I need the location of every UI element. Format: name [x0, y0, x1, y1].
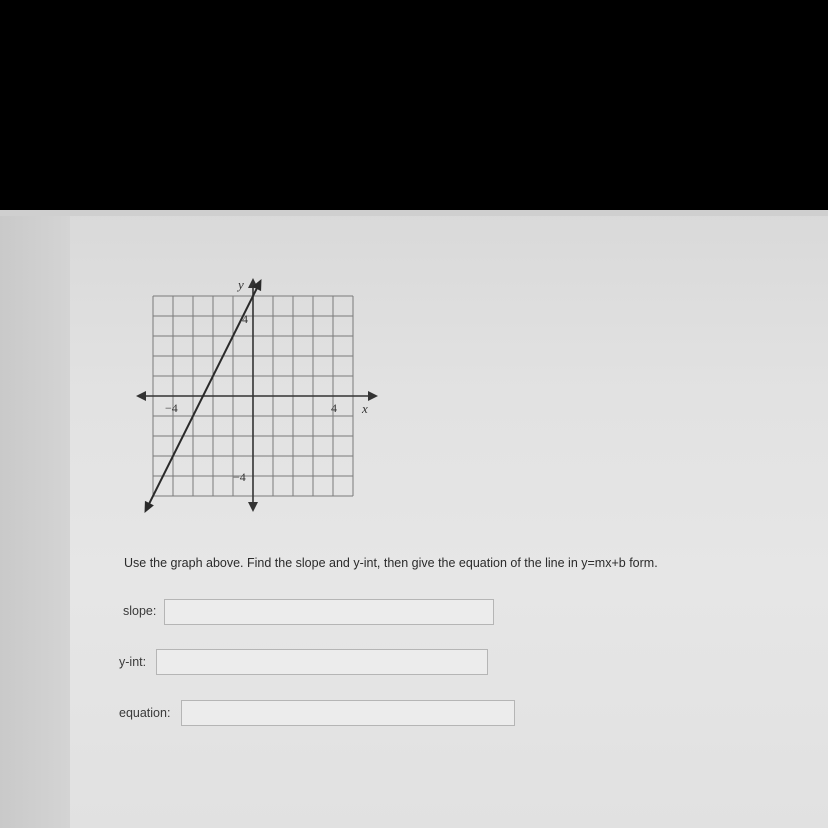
y-axis-down-arrow	[248, 502, 258, 512]
x-axis-left-arrow	[136, 391, 146, 401]
y-tick-label-4: 4	[242, 312, 248, 326]
slope-input[interactable]	[164, 599, 494, 625]
yint-label: y-int:	[119, 655, 147, 669]
equation-input[interactable]	[181, 700, 515, 726]
coordinate-graph	[130, 270, 390, 520]
question-page	[0, 210, 828, 828]
page-top-edge	[0, 210, 828, 216]
x-axis-right-arrow	[368, 391, 378, 401]
y-tick-label-neg-4: −4	[233, 470, 246, 484]
x-tick-label-neg-4: −4	[165, 401, 178, 415]
question-instructions: Use the graph above. Find the slope and y-int, then give the equation of the line in y=mx+b form.	[124, 556, 658, 570]
y-axis-label: y	[238, 277, 244, 292]
x-tick-label-4: 4	[331, 401, 337, 415]
x-axis-label: x	[362, 401, 368, 416]
left-margin-strip	[0, 210, 70, 828]
yint-input[interactable]	[156, 649, 488, 675]
equation-label: equation:	[119, 706, 171, 720]
slope-label: slope:	[123, 604, 157, 618]
